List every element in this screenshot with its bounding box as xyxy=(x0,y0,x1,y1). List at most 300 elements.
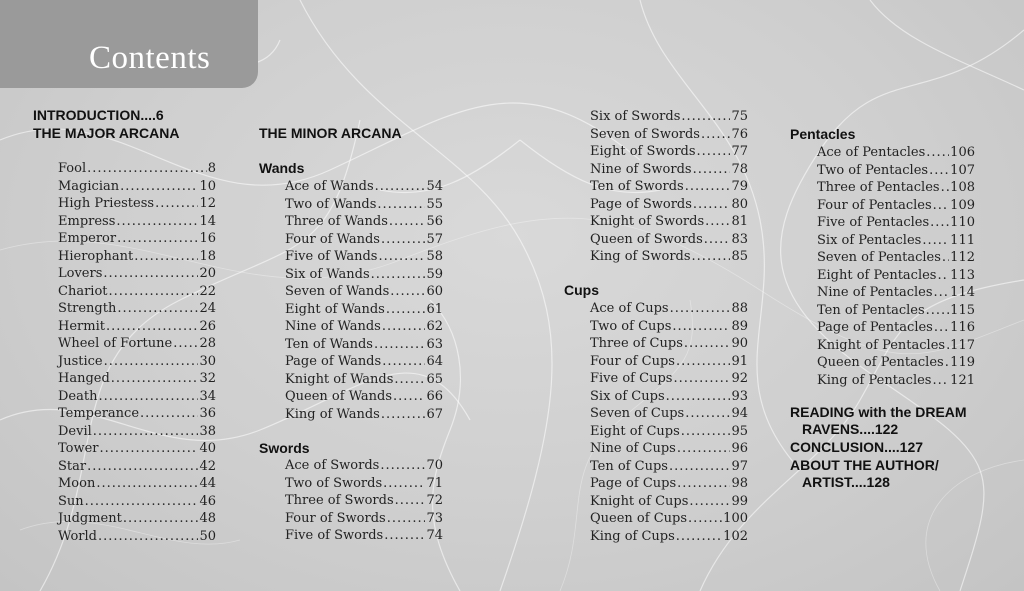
toc-entry xyxy=(58,178,216,195)
toc-entry xyxy=(58,213,216,230)
toc-entry-page: 94 xyxy=(731,406,748,421)
dot-leader xyxy=(929,162,949,179)
toc-entry-page: 119 xyxy=(950,355,975,370)
dot-leader xyxy=(395,492,426,509)
toc-entry-name: Nine of Wands xyxy=(285,319,381,334)
dot-leader xyxy=(705,213,730,230)
toc-entry-name: Nine of Pentacles xyxy=(817,285,933,300)
toc-entry-page: 92 xyxy=(731,371,748,386)
toc-entry-name: Knight of Swords xyxy=(590,214,705,229)
toc-entry-name: Knight of Wands xyxy=(285,371,394,387)
toc-entry xyxy=(590,318,748,335)
toc-entry-page: 102 xyxy=(723,528,748,544)
dot-leader xyxy=(934,284,950,301)
toc-entry-page: 117 xyxy=(950,337,975,353)
major-arcana-heading: THE MAJOR ARCANA xyxy=(33,125,180,141)
dot-leader xyxy=(109,283,199,300)
page-title: Contents xyxy=(89,40,211,76)
toc-entry-name: Eight of Cups xyxy=(590,423,680,439)
toc-entry-name: Wheel of Fortune xyxy=(58,336,173,351)
toc-entry-page: 8 xyxy=(207,161,216,176)
toc-entry-page: 88 xyxy=(731,301,748,316)
toc-entry-name: Fool xyxy=(58,161,87,176)
toc-entry xyxy=(58,405,216,422)
toc-entry-page: 113 xyxy=(950,267,975,283)
toc-entry-page: 93 xyxy=(731,388,748,404)
toc-entry xyxy=(285,527,443,544)
toc-entry-page: 99 xyxy=(731,493,748,509)
dot-leader xyxy=(382,318,426,335)
toc-entry-name: Page of Swords xyxy=(590,196,692,212)
toc-entry xyxy=(590,108,748,125)
toc-entry xyxy=(285,475,443,492)
toc-entry-name: Star xyxy=(58,458,87,474)
dot-leader xyxy=(383,475,425,492)
toc-entry-page: 85 xyxy=(731,249,748,264)
toc-entry xyxy=(285,336,443,353)
toc-entry-page: 66 xyxy=(426,389,443,404)
toc-entry xyxy=(817,267,975,284)
dot-leader xyxy=(375,178,426,195)
dot-leader xyxy=(926,144,949,161)
dot-leader xyxy=(120,178,198,195)
toc-entry-name: Empress xyxy=(58,213,116,229)
toc-entry-name: Tower xyxy=(58,441,99,456)
toc-entry xyxy=(590,126,748,143)
toc-entry-name: Five of Pentacles xyxy=(817,215,930,230)
toc-entry-page: 14 xyxy=(199,213,216,229)
toc-entry-page: 121 xyxy=(950,372,975,388)
toc-entry-page: 110 xyxy=(950,215,975,230)
toc-entry xyxy=(590,213,748,230)
dot-leader xyxy=(116,213,198,230)
toc-entry xyxy=(590,510,748,527)
dot-leader xyxy=(685,405,730,422)
reading-entry: READING with the DREAM xyxy=(790,404,967,420)
toc-entry-name: King of Wands xyxy=(285,406,380,422)
dot-leader xyxy=(672,318,730,335)
toc-entry xyxy=(590,335,748,352)
toc-entry-page: 67 xyxy=(426,406,443,422)
toc-entry xyxy=(285,388,443,405)
dot-leader xyxy=(704,231,731,248)
toc-entry-name: Three of Cups xyxy=(590,336,683,351)
toc-entry xyxy=(58,528,216,545)
toc-entry xyxy=(58,510,216,527)
toc-entry-name: Eight of Pentacles xyxy=(817,267,937,283)
toc-entry xyxy=(58,335,216,352)
toc-entry-page: 111 xyxy=(950,232,975,248)
toc-entry xyxy=(590,231,748,248)
dot-leader xyxy=(922,232,949,249)
dot-leader xyxy=(673,370,730,387)
toc-entry-page: 12 xyxy=(199,196,216,211)
toc-entry-name: Queen of Cups xyxy=(590,511,688,526)
dot-leader xyxy=(106,318,198,335)
toc-entry xyxy=(590,423,748,440)
toc-entry-page: 106 xyxy=(950,145,975,160)
toc-entry xyxy=(285,301,443,318)
toc-entry-name: Queen of Swords xyxy=(590,231,703,247)
toc-entry-name: King of Swords xyxy=(590,249,691,264)
toc-entry-name: Devil xyxy=(58,423,92,439)
dot-leader xyxy=(697,143,731,160)
dot-leader xyxy=(693,161,731,178)
toc-entry-page: 60 xyxy=(426,284,443,299)
toc-entry-name: Lovers xyxy=(58,266,103,281)
toc-entry-name: Magician xyxy=(58,178,120,194)
pentacles-heading: Pentacles xyxy=(790,126,856,142)
toc-entry xyxy=(58,160,216,177)
toc-entry xyxy=(285,248,443,265)
dot-leader xyxy=(123,510,199,527)
toc-entry-page: 22 xyxy=(199,283,216,299)
dot-leader xyxy=(382,353,425,370)
toc-entry-page: 109 xyxy=(950,197,975,213)
toc-entry-page: 75 xyxy=(731,109,748,124)
dot-leader xyxy=(946,337,949,354)
toc-entry-page: 80 xyxy=(731,196,748,212)
toc-entry xyxy=(817,232,975,249)
toc-entry-name: Moon xyxy=(58,476,96,491)
toc-entry-name: Hanged xyxy=(58,371,110,386)
dot-leader xyxy=(381,406,426,423)
toc-entry-page: 54 xyxy=(426,179,443,194)
toc-entry-name: Four of Swords xyxy=(285,510,386,526)
toc-entry-page: 95 xyxy=(731,423,748,439)
toc-entry-name: Sun xyxy=(58,493,84,509)
toc-entry-name: Five of Wands xyxy=(285,249,378,264)
toc-entry xyxy=(817,284,975,301)
toc-entry-page: 114 xyxy=(950,285,975,300)
swords-heading: Swords xyxy=(259,440,310,456)
toc-entry xyxy=(590,248,748,265)
toc-entry-name: Two of Pentacles xyxy=(817,162,929,178)
introduction-entry: INTRODUCTION....6 xyxy=(33,107,164,123)
dot-leader xyxy=(676,353,731,370)
toc-entry-name: World xyxy=(58,528,97,544)
toc-entry-page: 89 xyxy=(731,318,748,334)
about-author-entry-page: ARTIST....128 xyxy=(802,474,890,490)
toc-entry-name: Three of Swords xyxy=(285,493,394,508)
toc-entry xyxy=(58,283,216,300)
toc-entry xyxy=(590,353,748,370)
toc-entry xyxy=(58,265,216,282)
toc-entry-name: Eight of Wands xyxy=(285,301,385,317)
toc-entry xyxy=(285,196,443,213)
toc-entry xyxy=(285,213,443,230)
dot-leader xyxy=(681,108,730,125)
toc-entry-page: 79 xyxy=(731,179,748,194)
toc-entry xyxy=(58,353,216,370)
toc-entry xyxy=(817,214,975,231)
toc-entry xyxy=(817,337,975,354)
toc-entry-page: 76 xyxy=(731,126,748,142)
toc-entry-name: King of Cups xyxy=(590,528,675,544)
dot-leader xyxy=(677,440,731,457)
toc-entry-page: 107 xyxy=(950,162,975,178)
toc-entry-name: Knight of Pentacles xyxy=(817,337,946,353)
toc-entry-name: Hermit xyxy=(58,318,105,334)
wands-heading: Wands xyxy=(259,160,305,176)
toc-entry-page: 96 xyxy=(731,441,748,456)
dot-leader xyxy=(378,248,425,265)
toc-entry xyxy=(58,493,216,510)
cups-heading: Cups xyxy=(564,282,599,298)
toc-entry xyxy=(285,510,443,527)
dot-leader xyxy=(85,493,199,510)
toc-entry-name: Emperor xyxy=(58,231,117,246)
dot-leader xyxy=(932,372,949,389)
dot-leader xyxy=(387,510,426,527)
toc-entry-name: Two of Swords xyxy=(285,475,383,491)
toc-entry-page: 100 xyxy=(723,511,748,526)
toc-entry xyxy=(590,458,748,475)
toc-entry xyxy=(817,144,975,161)
toc-entry xyxy=(817,354,975,371)
toc-entry xyxy=(58,370,216,387)
toc-entry xyxy=(58,300,216,317)
toc-entry-page: 44 xyxy=(199,476,216,491)
toc-entry-page: 50 xyxy=(199,528,216,544)
toc-entry-page: 46 xyxy=(199,493,216,509)
toc-entry-name: Death xyxy=(58,388,98,404)
toc-entry-page: 55 xyxy=(426,196,443,212)
toc-entry-page: 91 xyxy=(731,353,748,369)
toc-entry-page: 32 xyxy=(199,371,216,386)
dot-leader xyxy=(937,267,949,284)
dot-leader xyxy=(117,300,198,317)
toc-entry-name: Ace of Wands xyxy=(285,179,374,194)
toc-entry-name: Queen of Wands xyxy=(285,389,393,404)
toc-entry-name: Ace of Swords xyxy=(285,458,380,473)
dot-leader xyxy=(389,213,426,230)
dot-leader xyxy=(676,528,722,545)
dot-leader xyxy=(681,423,731,440)
dot-leader xyxy=(384,527,425,544)
dot-leader xyxy=(666,388,731,405)
dot-leader xyxy=(98,528,198,545)
toc-entry xyxy=(590,300,748,317)
toc-entry-name: Four of Pentacles xyxy=(817,197,932,213)
dot-leader xyxy=(685,178,731,195)
dot-leader xyxy=(693,196,731,213)
dot-leader xyxy=(173,335,198,352)
toc-entry xyxy=(590,405,748,422)
toc-entry-page: 26 xyxy=(199,318,216,334)
toc-entry xyxy=(817,162,975,179)
dot-leader xyxy=(684,335,731,352)
dot-leader xyxy=(377,196,425,213)
toc-entry-page: 36 xyxy=(199,406,216,421)
toc-entry-page: 56 xyxy=(426,214,443,229)
toc-entry xyxy=(590,143,748,160)
toc-entry-page: 65 xyxy=(426,371,443,387)
toc-entry-page: 24 xyxy=(199,301,216,316)
dot-leader xyxy=(140,405,198,422)
toc-entry-name: Six of Swords xyxy=(590,109,681,124)
toc-entry-name: Ten of Cups xyxy=(590,458,668,474)
dot-leader xyxy=(945,354,949,371)
dot-leader xyxy=(155,195,198,212)
dot-leader xyxy=(87,160,207,177)
dot-leader xyxy=(934,319,949,336)
toc-entry-name: Ace of Pentacles xyxy=(817,145,926,160)
toc-entry xyxy=(58,195,216,212)
dot-leader xyxy=(111,370,199,387)
toc-entry-name: Seven of Cups xyxy=(590,406,685,421)
toc-entry xyxy=(285,457,443,474)
dot-leader xyxy=(381,231,425,248)
toc-entry xyxy=(590,475,748,492)
toc-entry xyxy=(58,318,216,335)
toc-entry-name: Four of Wands xyxy=(285,231,380,247)
toc-entry-name: Nine of Swords xyxy=(590,161,692,177)
toc-entry xyxy=(285,231,443,248)
dot-leader xyxy=(87,458,198,475)
toc-entry-page: 64 xyxy=(426,354,443,369)
toc-entry xyxy=(58,230,216,247)
toc-entry-name: Seven of Wands xyxy=(285,284,390,299)
toc-entry-name: Strength xyxy=(58,301,117,316)
dot-leader xyxy=(926,302,950,319)
toc-entry-page: 42 xyxy=(199,458,216,474)
toc-entry xyxy=(285,266,443,283)
toc-entry-page: 20 xyxy=(199,266,216,281)
toc-entry-page: 57 xyxy=(426,231,443,247)
toc-entry-page: 58 xyxy=(426,249,443,264)
toc-entry-page: 61 xyxy=(426,301,443,317)
toc-entry xyxy=(817,197,975,214)
toc-entry-page: 71 xyxy=(426,475,443,491)
toc-entry xyxy=(285,353,443,370)
dot-leader xyxy=(942,249,949,266)
dot-leader xyxy=(701,126,730,143)
toc-entry-page: 48 xyxy=(199,511,216,526)
toc-entry-page: 112 xyxy=(950,250,975,265)
toc-entry-page: 63 xyxy=(426,336,443,352)
about-author-entry: ABOUT THE AUTHOR/ xyxy=(790,457,939,473)
toc-entry xyxy=(58,440,216,457)
dot-leader xyxy=(692,248,731,265)
dot-leader xyxy=(669,458,731,475)
toc-entry-page: 116 xyxy=(950,320,975,335)
toc-entry xyxy=(58,423,216,440)
dot-leader xyxy=(380,457,425,474)
toc-entry xyxy=(285,371,443,388)
toc-entry xyxy=(590,196,748,213)
toc-entry xyxy=(590,440,748,457)
minor-arcana-heading: THE MINOR ARCANA xyxy=(259,125,402,141)
toc-entry xyxy=(817,179,975,196)
toc-entry-name: Knight of Cups xyxy=(590,493,689,509)
dot-leader xyxy=(98,388,198,405)
dot-leader xyxy=(96,475,198,492)
dot-leader xyxy=(386,301,426,318)
toc-entry-page: 38 xyxy=(199,423,216,439)
toc-entry-name: Two of Cups xyxy=(590,318,672,334)
toc-entry-name: Page of Wands xyxy=(285,354,382,369)
dot-leader xyxy=(117,230,198,247)
reading-entry-page: RAVENS....122 xyxy=(802,421,899,437)
toc-entry xyxy=(58,248,216,265)
dot-leader xyxy=(93,423,199,440)
toc-entry-page: 90 xyxy=(731,336,748,351)
toc-entry-name: King of Pentacles xyxy=(817,372,932,388)
toc-entry-page: 74 xyxy=(426,528,443,543)
toc-entry-name: Seven of Swords xyxy=(590,126,700,142)
toc-entry xyxy=(285,178,443,195)
toc-entry xyxy=(590,178,748,195)
toc-entry xyxy=(285,406,443,423)
dot-leader xyxy=(104,353,199,370)
toc-entry-name: Eight of Swords xyxy=(590,144,696,159)
toc-entry-page: 98 xyxy=(731,476,748,491)
toc-entry xyxy=(817,249,975,266)
toc-entry-name: Nine of Cups xyxy=(590,441,676,456)
toc-entry-page: 72 xyxy=(426,493,443,508)
dot-leader xyxy=(103,265,198,282)
dot-leader xyxy=(374,336,425,353)
toc-entry-page: 62 xyxy=(426,319,443,334)
toc-entry-name: Six of Cups xyxy=(590,388,665,404)
toc-entry xyxy=(590,388,748,405)
toc-entry-name: Three of Wands xyxy=(285,214,388,229)
toc-entry xyxy=(817,372,975,389)
toc-entry-name: Hierophant xyxy=(58,248,134,264)
toc-entry-name: Six of Wands xyxy=(285,266,370,282)
dot-leader xyxy=(393,388,425,405)
toc-entry xyxy=(58,388,216,405)
toc-entry-name: High Priestess xyxy=(58,196,155,211)
toc-entry xyxy=(817,319,975,336)
toc-entry-name: Temperance xyxy=(58,406,140,421)
toc-entry-page: 115 xyxy=(950,302,975,318)
toc-entry xyxy=(58,458,216,475)
conclusion-entry: CONCLUSION....127 xyxy=(790,439,924,455)
toc-entry-page: 10 xyxy=(199,178,216,194)
toc-entry-name: Four of Cups xyxy=(590,353,675,369)
toc-entry-page: 34 xyxy=(199,388,216,404)
dot-leader xyxy=(134,248,198,265)
toc-entry xyxy=(590,370,748,387)
toc-entry-page: 28 xyxy=(199,336,216,351)
toc-entry-page: 77 xyxy=(731,144,748,159)
toc-entry xyxy=(285,283,443,300)
toc-entry-page: 108 xyxy=(950,180,975,195)
toc-entry-name: Three of Pentacles xyxy=(817,180,940,195)
dot-leader xyxy=(371,266,426,283)
toc-entry-name: Ten of Pentacles xyxy=(817,302,925,318)
toc-entry-page: 70 xyxy=(426,458,443,473)
toc-entry-name: Queen of Pentacles xyxy=(817,355,944,370)
dot-leader xyxy=(394,371,425,388)
toc-entry xyxy=(590,528,748,545)
toc-entry-name: Justice xyxy=(58,353,103,369)
contents-title-tab xyxy=(0,0,258,88)
toc-entry-name: Six of Pentacles xyxy=(817,232,922,248)
dot-leader xyxy=(930,214,949,231)
toc-entry-name: Two of Wands xyxy=(285,196,377,212)
toc-entry-name: Five of Cups xyxy=(590,371,673,386)
dot-leader xyxy=(670,300,731,317)
toc-entry-name: Judgment xyxy=(58,511,122,526)
toc-entry-page: 40 xyxy=(199,441,216,456)
dot-leader xyxy=(677,475,730,492)
dot-leader xyxy=(689,493,730,510)
toc-entry-page: 97 xyxy=(731,458,748,474)
toc-entry-name: Page of Pentacles xyxy=(817,320,933,335)
